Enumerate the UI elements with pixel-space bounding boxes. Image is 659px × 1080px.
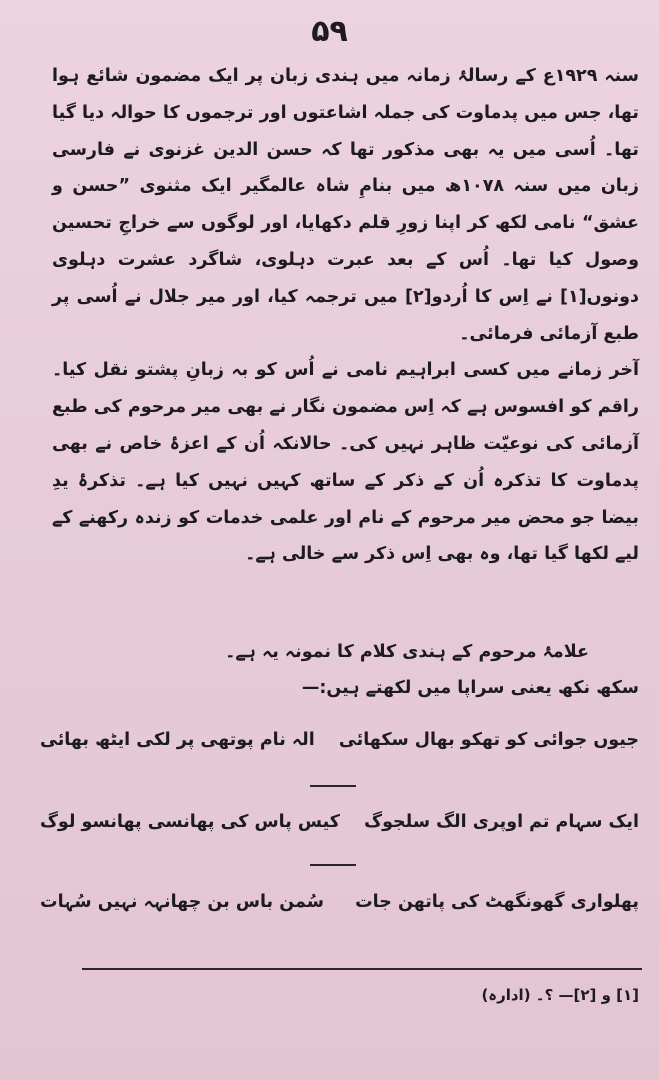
verse-intro-line-2: سکھ نکھ یعنی سراپا میں لکھتے ہیں:— [301,678,639,698]
paragraph-1: سنہ ۱۹۲۹ع کے رسالۂ زمانہ میں ہندی زبان پر ایک مضمون شائع ہوا تھا، جس میں پدماوت کی جملہ اشاعتوں اور ترجموں کا حوالہ دیا گیا تھا۔ اُسی میں یہ بھی مذکور تھا کہ حسن الدین غزنوی نے فارسی زبان میں سنہ ۱۰۷۸ھ میں بنامِ شاہ عالمگیر ایک مثنوی ”حسن و عشق“ نامی لکھ کر اپنا زورِ قلم دکھایا، اور لوگوں سے خراجِ تحسین وصول کیا تھا۔ اُس کے بعد عبرت دہلوی، شاگرد عشرت دہلوی دونوں[۱] نے اِس کا اُردو[۲] میں ترجمہ کیا، اور میر جلال نے اُسی پر طبع آزمائی فرمائی۔ [52,66,640,344]
verse-3-right-hemistich: پھلواری گھونگھٹ کی پاتھن جات [355,892,639,912]
verse-introduction [52,634,639,706]
verse-3-left-hemistich: سُمن باس بن چھانہہ نہیں سُہات [40,892,324,912]
paragraph-2: آخر زمانے میں کسی ابراہیم نامی نے اُس کو بہ زبانِ پشتو نقل کیا۔ راقم کو افسوس ہے کہ اِس مضمون نگار نے بھی میر مرحوم کی طبع آزمائی کی نوعیّت ظاہر نہیں کی۔ حالانکہ اُن کے اعزۂ خاص نے بھی پدماوت کا تذکرہ اُن کے ذکر کے ساتھ کہیں نہیں کیا ہے۔ تذکرۂ یدِ بیضا جو محض میر مرحوم کے نام اور علمی خدمات کو زندہ رکھنے کے لیے لکھا گیا تھا، وہ بھی اِس ذکر سے خالی ہے۔ [52,360,639,565]
verse-divider [310,864,356,866]
verse-2-left-hemistich: کیس پاس کی پھانسی پھانسو لوگ [40,812,340,832]
footnote-rule [82,968,642,970]
footnote: [۱] و [۲]— ؟۔ (ادارہ) [481,986,639,1004]
verse-couplet-3 [40,892,639,932]
page-number: ۵۹ [311,14,348,49]
verse-divider [310,785,356,787]
verse-couplet-2 [40,812,639,852]
verse-2-right-hemistich: ایک سہام تم اوپری الگ سلجوگ [364,812,639,832]
main-text [52,58,639,573]
verse-1-right-hemistich: جیوں جوائی کو تھکو بھال سکھائی [338,730,639,750]
verse-intro-line-1: علامۂ مرحوم کے ہندی کلام کا نمونہ یہ ہے۔ [225,642,589,662]
verse-couplet-1 [40,730,639,770]
verse-1-left-hemistich: الہ نام پوتھی پر لکی ایٹھ بھائی [40,730,315,750]
